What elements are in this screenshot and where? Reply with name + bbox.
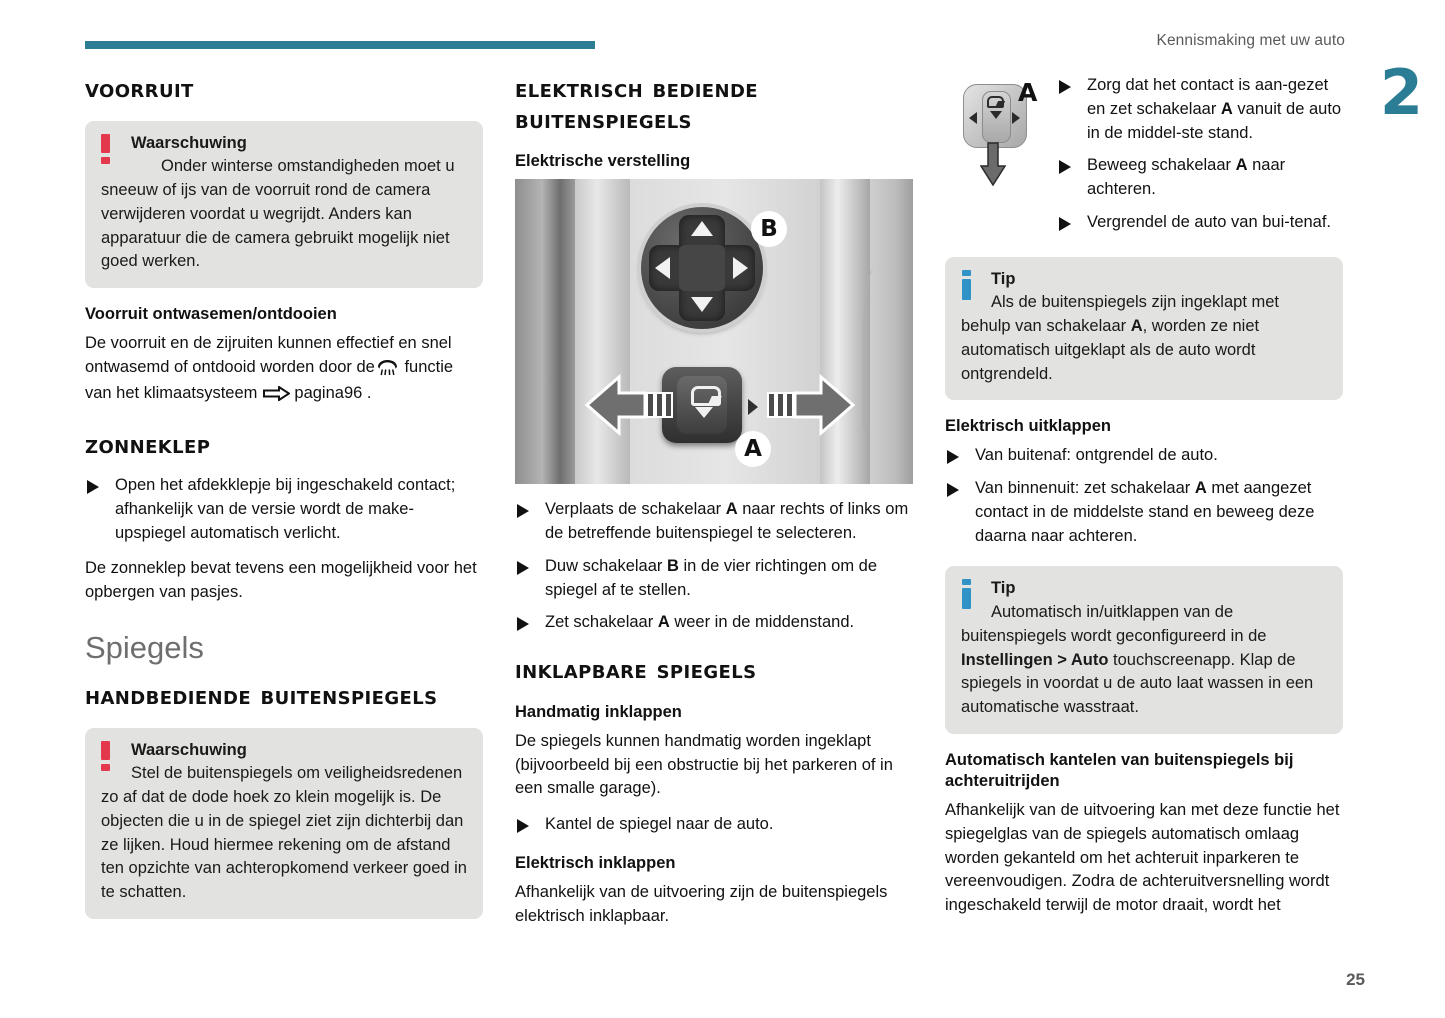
column-one (85, 74, 483, 941)
subtitle-elektrisch-inklappen: Elektrisch inklappen (515, 853, 676, 872)
chapter-number: 2 (1379, 56, 1423, 129)
tip-box-folded-mirrors (945, 257, 1343, 401)
section-title-zonneklep: zonneklep (85, 429, 211, 460)
switch-motion-down-arrow-icon (980, 142, 1006, 191)
selector-down-arrow-icon (695, 407, 713, 418)
warning-first-line: Stel de buitenspiegels om (131, 764, 320, 783)
switch-down-arrow-icon (990, 111, 1002, 119)
subtitle-defog: Voorruit ontwasemen/ontdooien (85, 305, 337, 324)
defrost-icon (376, 358, 399, 382)
tip-box-auto-fold-settings (945, 566, 1343, 734)
bullet-text: Duw schakelaar (545, 556, 667, 575)
sunvisor-bullets (85, 474, 483, 545)
defog-page-ref[interactable]: pagina96 (294, 383, 363, 402)
bullet-text: Vergrendel de auto van bui-tenaf. (1087, 212, 1332, 231)
warning-first-line-wrap (101, 157, 455, 270)
bullet-triangle-icon (947, 483, 959, 497)
bullet-triangle-icon (517, 819, 529, 833)
list-item (515, 611, 913, 635)
unfold-bullets (945, 444, 1343, 548)
tip-body-post: , worden ze niet automatisch uitgeklapt als de auto wordt ontgrendeld. (961, 317, 1260, 383)
bullet-triangle-icon (1059, 217, 1071, 231)
list-item (1057, 154, 1343, 202)
info-icon (962, 579, 972, 609)
autotilt-paragraph: Afhankelijk van de uitvoering kan met deze functie het spiegelglas van de spiegels automatisch omlaag worden gekanteld om het achteruit inparkeren te vereenvoudigen. Zodra de achteruitversnelling wordt ingeschakeld terwijl de motor draait, wordt het (945, 801, 1340, 915)
page-columns (85, 74, 1355, 941)
bullet-triangle-icon (517, 617, 529, 631)
subtitle-automatisch-kantelen: Automatisch kantelen van buitenspiegels bij achteruitrijden (945, 750, 1294, 790)
list-item (1057, 211, 1343, 235)
mirror-fold-switch-figure (961, 80, 1039, 188)
electric-fold-paragraph: Afhankelijk van de uitvoering zijn de buitenspiegels elektrisch inklapbaar. (515, 883, 888, 925)
warning-box-mirrors (85, 728, 483, 919)
joystick-down-arrow-icon[interactable] (691, 297, 713, 312)
switch-right-arrow-icon (1012, 112, 1020, 124)
warning-heading: Waarschuwing (131, 133, 247, 152)
defog-period: . (366, 383, 372, 402)
bullet-text: Zorg dat het contact is aan-gezet en zet schakelaar (1087, 76, 1329, 118)
bullet-text: Beweeg schakelaar (1087, 156, 1236, 175)
tip-first-line: Automatisch in/uitklappen van de (991, 603, 1234, 622)
electric-adjust-bullets (515, 498, 913, 635)
tip-heading: Tip (991, 579, 1016, 598)
bullet-label: B (666, 556, 679, 575)
column-two (515, 74, 913, 941)
tip-heading: Tip (991, 269, 1016, 288)
defog-paragraph (85, 332, 483, 407)
figure-label-b: B (751, 211, 787, 247)
info-icon (962, 270, 972, 300)
selector-right-arrow-icon (748, 399, 758, 415)
header-accent-rule (85, 41, 595, 49)
warning-body: sneeuw of ijs van de voorruit rond de camera verwijderen voordat u wegrijdt. Anders kan apparatuur die de camera gebruikt mogelijk niet goed werken. (101, 181, 450, 271)
section-title-voorruit: voorruit (85, 74, 194, 104)
sunvisor-paragraph: De zonneklep bevat tevens een mogelijkheid voor het opbergen van pasjes. (85, 559, 477, 602)
warning-box-windshield (85, 121, 483, 289)
bullet-triangle-icon (517, 504, 529, 518)
left-motion-arrow-icon (585, 369, 680, 441)
bullet-text: Van binnenuit: zet schakelaar (975, 479, 1195, 498)
warning-body: veiligheidsredenen zo af dat de dode hoek zo klein mogelijk is. De objecten die u in de spiegel ziet zijn dichterbij dan ze lijken. Houd hiermee rekening om de afstand ten opzichte van achteropkomend verkeer goed in te schatten. (101, 764, 467, 902)
mirror-control-figure (515, 179, 913, 484)
running-head: Kennismaking met uw auto (1156, 32, 1345, 49)
bullet-text: Verplaats de schakelaar (545, 500, 726, 519)
column-three (945, 74, 1343, 941)
page-number: 25 (1346, 970, 1365, 989)
list-item (945, 477, 1343, 548)
bullet-triangle-icon (87, 480, 99, 494)
joystick-left-arrow-icon[interactable] (655, 257, 670, 279)
bullet-text-cont: in de vier richtingen om de spiegel af te stellen. (545, 556, 878, 599)
subtitle-elektrisch-uitklappen: Elektrisch uitklappen (945, 417, 1111, 436)
list-item (85, 474, 483, 545)
sunvisor-bullet-text: Open het afdekklepje bij ingeschakeld contact; afhankelijk van de versie wordt de make-upspiegel automatisch verlicht. (115, 476, 456, 542)
bullet-label: A (1220, 99, 1233, 118)
bullet-text-cont: vanuit de auto in de middel-ste stand. (1087, 99, 1342, 142)
page-reference-arrow-icon (258, 384, 293, 408)
tip-body-post: touchscreenapp. Klap de spiegels in voordat u de auto laat wassen in een automatische wasstraat. (961, 650, 1314, 717)
warning-heading: Waarschuwing (131, 740, 247, 759)
defog-text-a: De voorruit en de zijruiten kunnen effectief en snel ontwasemd of ontdooid worden door de (85, 334, 452, 377)
bullet-text-cont: naar rechts of links om de betreffende buitenspiegel te selecteren. (545, 500, 909, 543)
warning-icon (101, 741, 111, 771)
figure-label-a: A (735, 431, 771, 467)
bullet-text-cont: weer in de middenstand. (669, 613, 855, 632)
joystick-up-arrow-icon[interactable] (691, 221, 713, 236)
tip-first-line: Als de buitenspiegels zijn ingeklapt met (991, 293, 1280, 312)
bullet-triangle-icon (517, 561, 529, 575)
bullet-text: Van buitenaf: ontgrendel de auto. (975, 446, 1218, 465)
bullet-triangle-icon (947, 450, 959, 464)
warning-icon (101, 134, 111, 164)
bullet-label: A (1194, 479, 1207, 498)
section-title-inklapbare-spiegels: inklapbare spiegels (515, 655, 757, 686)
bullet-label: A (657, 613, 670, 632)
bullet-text-cont: met aangezet contact in de middelste stand en beweeg deze daarna naar achteren. (975, 479, 1315, 545)
list-item (515, 813, 913, 837)
mirror-adjust-joystick[interactable] (641, 207, 763, 329)
list-item (515, 555, 913, 603)
switch-label-a: A (1018, 78, 1038, 107)
group-title-spiegels: Spiegels (85, 629, 204, 665)
tip-settings-path: Instellingen > Auto (961, 650, 1109, 669)
manual-fold-bullets (515, 813, 913, 837)
section-title-handbediende-buitenspiegels: handbediende buitenspiegels (85, 681, 438, 712)
bullet-triangle-icon (1059, 160, 1071, 174)
bullet-text: Zet schakelaar (545, 613, 658, 632)
section-title-elektrisch-bediende-buitenspiegels: elektrisch bediende buitenspiegels (515, 74, 758, 135)
tip-body-pre: behulp van schakelaar (961, 317, 1131, 335)
defog-text-b: functie van het klimaatsysteem (85, 358, 454, 402)
joystick-right-arrow-icon[interactable] (733, 257, 748, 279)
subtitle-handmatig-inklappen: Handmatig inklappen (515, 702, 682, 721)
bullet-label: A (725, 500, 738, 519)
right-motion-arrow-icon (760, 369, 855, 441)
manual-fold-paragraph: De spiegels kunnen handmatig worden ingeklapt (bijvoorbeeld bij een obstructie bij het parkeren of in een smalle garage). (515, 731, 893, 798)
bullet-triangle-icon (1059, 80, 1071, 94)
warning-first-line: Onder winterse omstandigheden moet u (161, 157, 455, 176)
bullet-label: A (1235, 156, 1248, 175)
subtitle-elektrische-verstelling: Elektrische verstelling (515, 152, 691, 171)
bullet-text-cont: naar achteren. (1087, 156, 1286, 198)
switch-instructions-block (945, 74, 1343, 235)
list-item (945, 444, 1343, 468)
tip-body-pre: buitenspiegels wordt geconfigureerd in de (961, 626, 1267, 645)
bullet-text: Kantel de spiegel naar de auto. (545, 815, 774, 834)
list-item (515, 498, 913, 546)
switch-left-arrow-icon (969, 112, 977, 124)
fold-instruction-bullets (1057, 74, 1343, 235)
tip-body-bold: A (1130, 317, 1143, 335)
list-item (1057, 74, 1343, 145)
